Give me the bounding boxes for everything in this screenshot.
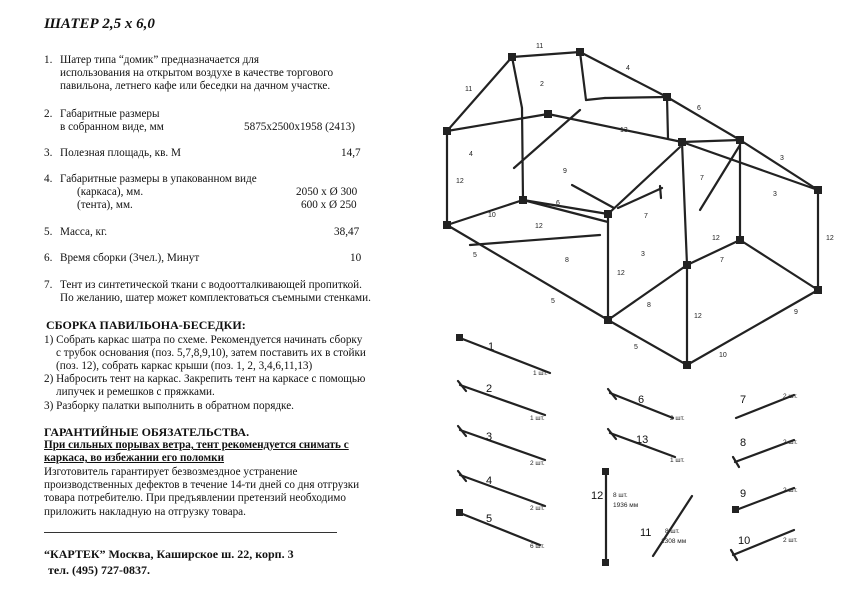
part-qty-8: 2 шт. (783, 439, 798, 446)
warranty-line-4: приложить накладную на отгрузку товара. (44, 506, 246, 518)
warranty-line-1: Изготовитель гарантирует безвозмездное устранение (44, 466, 298, 478)
diagram-label: 9 (794, 309, 798, 316)
spec-4-number: 4. (44, 173, 53, 185)
warranty-line-2: производственных дефектов в течение 14-ти дней со дня отгрузки (44, 479, 360, 491)
part-qty-2: 1 шт. (530, 415, 545, 422)
part-qty-7: 2 шт. (783, 393, 798, 400)
page-title: ШАТЕР 2,5 х 6,0 (44, 16, 155, 32)
diagram-label: 12 (617, 270, 625, 277)
diagram-label: 8 (647, 302, 651, 309)
parts-drawing (458, 338, 794, 563)
part-qty-9: 2 шт. (783, 487, 798, 494)
assembly-line-5: липучек и ремешков с пряжками. (56, 386, 215, 398)
part-len-11: 1308 мм (661, 538, 687, 545)
spec-7-line-1: Тент из синтетической ткани с водоотталкивающей пропиткой. (60, 279, 362, 291)
warranty-heading: ГАРАНТИЙНЫЕ ОБЯЗАТЕЛЬСТВА. (44, 425, 250, 439)
spec-2-line-2: в собранном виде, мм (60, 121, 164, 133)
warranty-warning-line-1: При сильных порывах ветра, тент рекомендуется снимать с (44, 439, 349, 451)
spec-2-number: 2. (44, 108, 53, 120)
part-qty-1: 1 шт. (533, 370, 548, 377)
spec-4-line-1: Габаритные размеры в упакованном виде (60, 173, 257, 185)
diagram-label: 7 (644, 213, 648, 220)
diagram-label: 13 (620, 127, 628, 134)
part-number-12: 12 (591, 490, 604, 502)
part-number-4: 4 (486, 475, 493, 487)
part-number-13: 13 (636, 434, 649, 446)
part-qty-6: 2 шт. (670, 415, 685, 422)
warranty-line-3: товара потребителю. При предъявлении претензий необходимо (44, 492, 346, 504)
part-qty-11: 8 шт. (665, 528, 680, 535)
spec-2-line-1: Габаритные размеры (60, 108, 160, 120)
diagram-label: 4 (626, 65, 630, 72)
assembly-line-2: с трубок основания (поз. 5,7,8,9,10), затем поставить их в стойки (56, 347, 366, 359)
spec-4-sub-2-label: (тента), мм. (77, 199, 133, 211)
diagram-label: 11 (536, 43, 544, 50)
part-qty-13: 1 шт. (670, 457, 685, 464)
contacts-address: “КАРТЕК” Москва, Каширское ш. 22, корп. 3 (44, 547, 294, 561)
spec-5-line-1: Масса, кг. (60, 226, 108, 238)
diagram-label: 9 (563, 168, 567, 175)
diagram-label: 11 (465, 86, 473, 93)
parts-numbers (486, 341, 750, 547)
spec-7-line-2: По желанию, шатер может комплектоваться съемными стенками. (60, 292, 371, 304)
spec-1-line-2: использования на открытом воздухе в качестве торгового (60, 67, 334, 79)
part-number-9: 9 (740, 488, 747, 500)
diagram-label: 12 (694, 313, 702, 320)
spec-3-line-1: Полезная площадь, кв. М (60, 147, 181, 159)
assembly-heading: СБОРКА ПАВИЛЬОНА-БЕСЕДКИ: (46, 318, 246, 332)
assembly-line-1: 1) Собрать каркас шатра по схеме. Рекомендуется начинать сборку (44, 334, 363, 346)
contacts-phone: тел. (495) 727-0837. (48, 563, 150, 577)
spec-4-sub-1-value: 2050 х Ø 300 (296, 186, 358, 198)
spec-2-value: 5875x2500x1958 (2413) (244, 121, 355, 133)
spec-7-number: 7. (44, 279, 53, 291)
diagram-label: 3 (641, 251, 645, 258)
assembly-line-4: 2) Набросить тент на каркас. Закрепить тент на каркасе с помощью (44, 373, 366, 385)
assembly-line-3: (поз. 12), собрать каркас крыши (поз. 1, 2, 3,4,6,11,13) (56, 360, 313, 372)
parts-joints (456, 334, 739, 566)
spec-5-value: 38,47 (334, 226, 360, 238)
diagram-label: 12 (535, 223, 543, 230)
part-qty-3: 2 шт. (530, 460, 545, 467)
diagram-label: 5 (551, 298, 555, 305)
frame-drawing (447, 52, 818, 365)
diagram-label: 6 (556, 200, 560, 207)
spec-3-value: 14,7 (341, 147, 361, 159)
warranty-warning-line-2: каркаса, во избежании его поломки (44, 452, 225, 464)
part-number-6: 6 (638, 394, 645, 406)
part-number-3: 3 (486, 431, 493, 443)
diagram-label: 8 (565, 257, 569, 264)
spec-6-value: 10 (350, 252, 362, 264)
diagram-label: 2 (540, 81, 544, 88)
diagram-label: 5 (634, 344, 638, 351)
diagram-label: 12 (456, 178, 464, 185)
part-number-1: 1 (488, 341, 495, 353)
part-qty-12: 8 шт. (613, 492, 628, 499)
diagram-labels (456, 43, 834, 359)
part-number-5: 5 (486, 513, 493, 525)
part-number-10: 10 (738, 535, 751, 547)
spec-4-sub-1-label: (каркаса), мм. (77, 186, 144, 198)
spec-4-sub-2-value: 600 х Ø 250 (301, 199, 357, 211)
assembly-line-6: 3) Разборку палатки выполнить в обратном порядке. (44, 400, 294, 412)
part-number-2: 2 (486, 383, 493, 395)
diagram-label: 7 (700, 175, 704, 182)
parts-quantities (530, 370, 798, 550)
spec-1-number: 1. (44, 54, 53, 66)
spec-6-number: 6. (44, 252, 53, 264)
spec-5-number: 5. (44, 226, 53, 238)
diagram-label: 6 (697, 105, 701, 112)
spec-1-line-3: павильона, летнего кафе или беседки на дачном участке. (60, 80, 331, 92)
spec-6-line-1: Время сборки (3чел.), Минут (60, 252, 200, 264)
diagram-label: 7 (720, 257, 724, 264)
diagram-label: 12 (712, 235, 720, 242)
part-number-11: 11 (640, 527, 652, 539)
part-number-8: 8 (740, 437, 747, 449)
diagram-label: 4 (469, 151, 473, 158)
diagram-label: 10 (488, 212, 496, 219)
diagram-label: 12 (826, 235, 834, 242)
part-len-12: 1936 мм (613, 502, 639, 509)
diagram-label: 3 (773, 191, 777, 198)
spec-3-number: 3. (44, 147, 53, 159)
part-qty-10: 2 шт. (783, 537, 798, 544)
part-qty-5: 6 шт. (530, 543, 545, 550)
diagram-label: 10 (719, 352, 727, 359)
part-number-7: 7 (740, 394, 747, 406)
diagram-label: 5 (473, 252, 477, 259)
spec-1-line-1: Шатер типа “домик” предназначается для (60, 54, 260, 66)
part-qty-4: 2 шт. (530, 505, 545, 512)
diagram-label: 3 (780, 155, 784, 162)
